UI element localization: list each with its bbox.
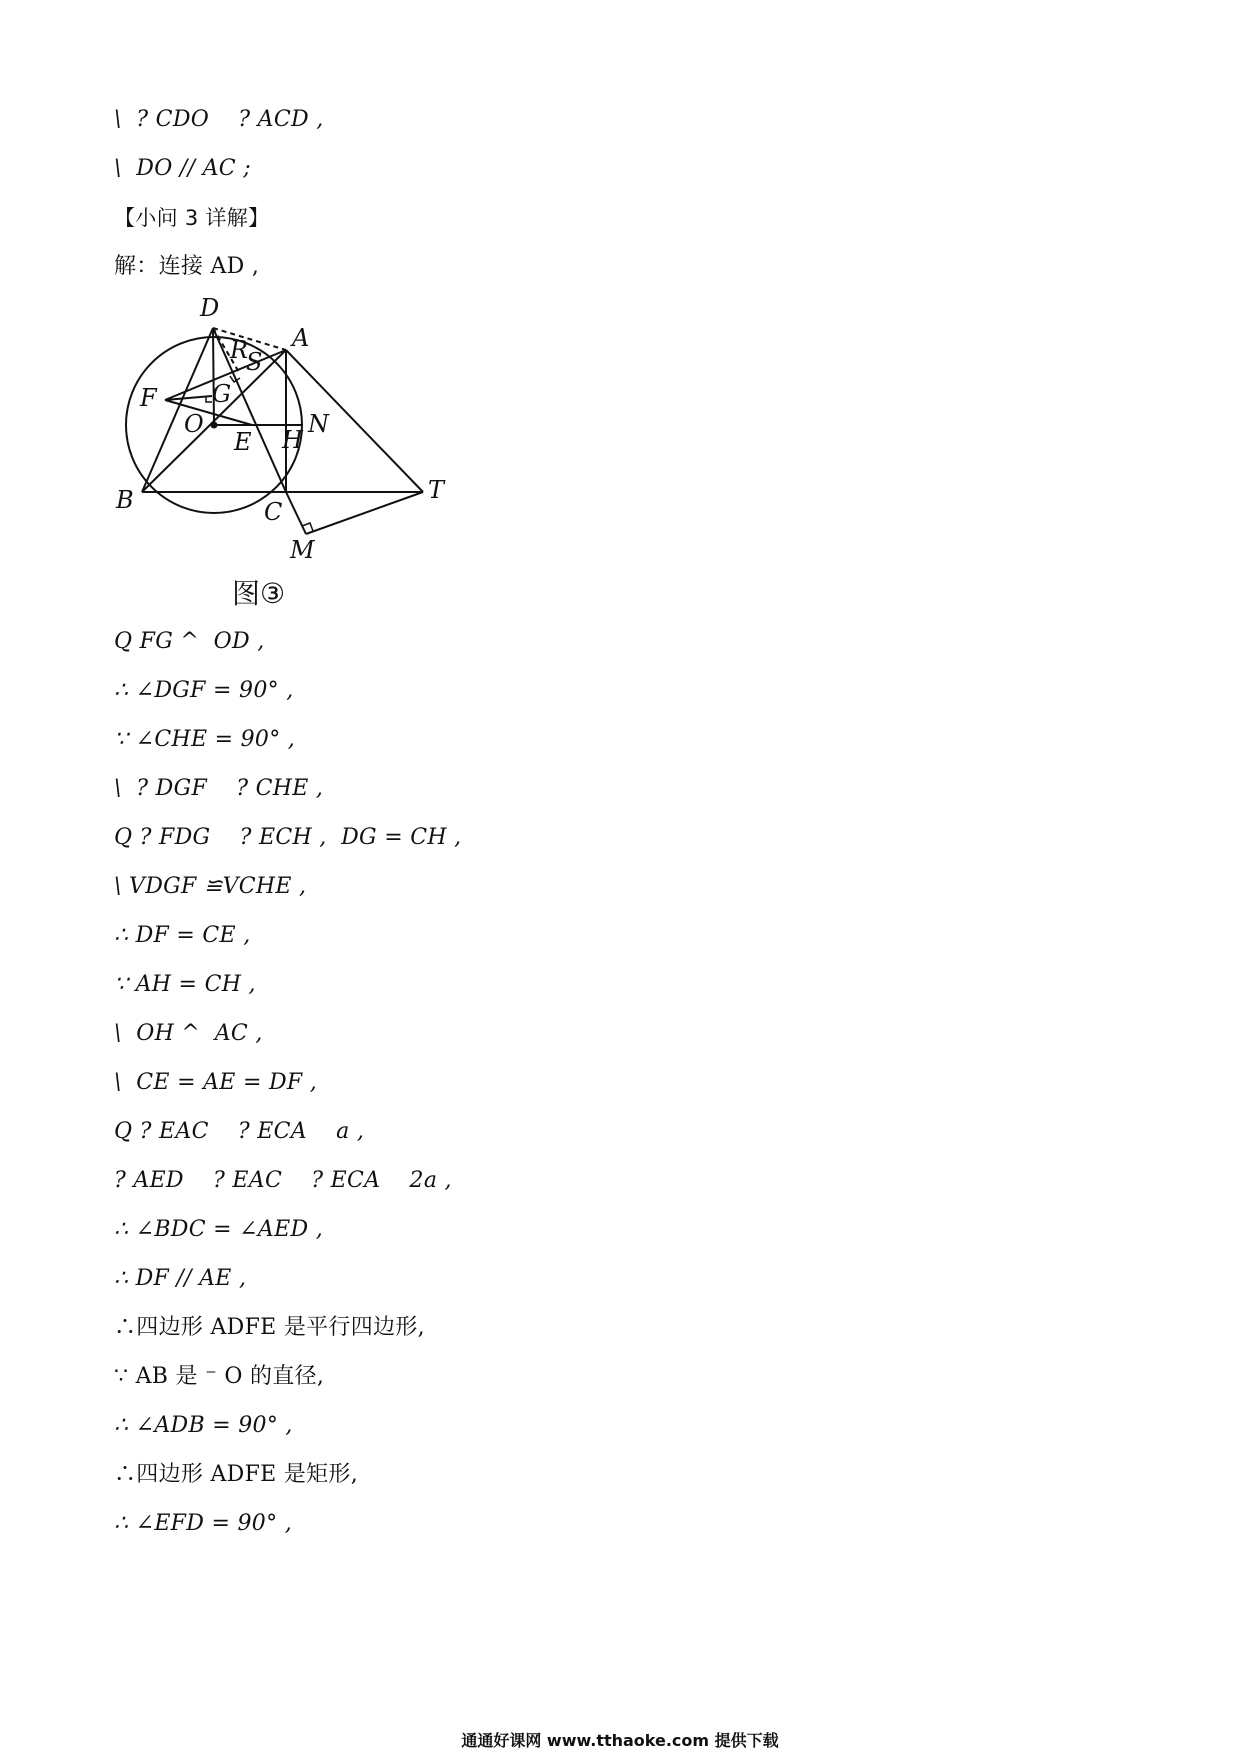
label-h: H — [282, 426, 303, 454]
text-line-5: Q FG ^ OD , — [114, 629, 265, 654]
text-line-23: ∴ ∠EFD = 90° , — [114, 1511, 292, 1536]
text-line-20: ∵ AB 是 ⁻ O 的直径, — [114, 1364, 325, 1389]
section-heading: 【小问 3 详解】 — [114, 206, 270, 230]
label-s: S — [246, 348, 263, 376]
label-f: F — [140, 384, 157, 412]
segment-at — [286, 350, 423, 492]
text-line-18: ∴ DF // AE , — [114, 1266, 247, 1291]
segment-mt — [306, 492, 423, 534]
segment-cm — [286, 492, 306, 534]
geometry-figure — [112, 292, 472, 572]
text-line-4: 解：连接 AD , — [114, 254, 260, 279]
page-footer: 通通好课网 www.tthaoke.com 提供下载 — [461, 1731, 779, 1750]
text-line-7: ∵ ∠CHE = 90° , — [114, 727, 296, 752]
label-a: A — [292, 324, 310, 352]
text-line-14: \ CE = AE = DF , — [114, 1070, 318, 1095]
label-g: G — [212, 380, 232, 408]
text-line-9: Q ? FDG ? ECH , DG = CH , — [114, 825, 462, 850]
figure-caption: 图③ — [232, 577, 286, 610]
text-line-12: ∵ AH = CH , — [114, 972, 256, 997]
segment-do — [213, 328, 214, 425]
text-line-16: ? AED ? EAC ? ECA 2a , — [114, 1168, 452, 1193]
text-line-2: \ DO // AC ; — [114, 156, 251, 181]
text-line-1: \ ? CDO ? ACD , — [114, 107, 324, 132]
label-b: B — [116, 486, 134, 514]
text-line-13: \ OH ^ AC , — [114, 1021, 263, 1046]
text-line-17: ∴ ∠BDC = ∠AED , — [114, 1217, 323, 1242]
text-line-10: \ VDGF ≌VCHE , — [114, 874, 307, 899]
text-line-6: ∴ ∠DGF = 90° , — [114, 678, 294, 703]
segment-fe — [165, 400, 252, 425]
label-o: O — [184, 410, 204, 438]
text-line-15: Q ? EAC ? ECA a , — [114, 1119, 365, 1144]
label-t: T — [428, 476, 445, 504]
label-n: N — [308, 410, 329, 438]
label-d: D — [200, 294, 220, 322]
label-r: R — [230, 336, 249, 364]
label-m: M — [290, 536, 315, 564]
label-e: E — [234, 428, 252, 456]
center-point-o — [211, 422, 218, 429]
text-line-19: ∴四边形 ADFE 是平行四边形, — [114, 1315, 425, 1340]
text-line-8: \ ? DGF ? CHE , — [114, 776, 324, 801]
text-line-22: ∴四边形 ADFE 是矩形, — [114, 1462, 359, 1487]
label-c: C — [264, 498, 283, 526]
text-line-11: ∴ DF = CE , — [114, 923, 251, 948]
text-line-21: ∴ ∠ADB = 90° , — [114, 1413, 293, 1438]
